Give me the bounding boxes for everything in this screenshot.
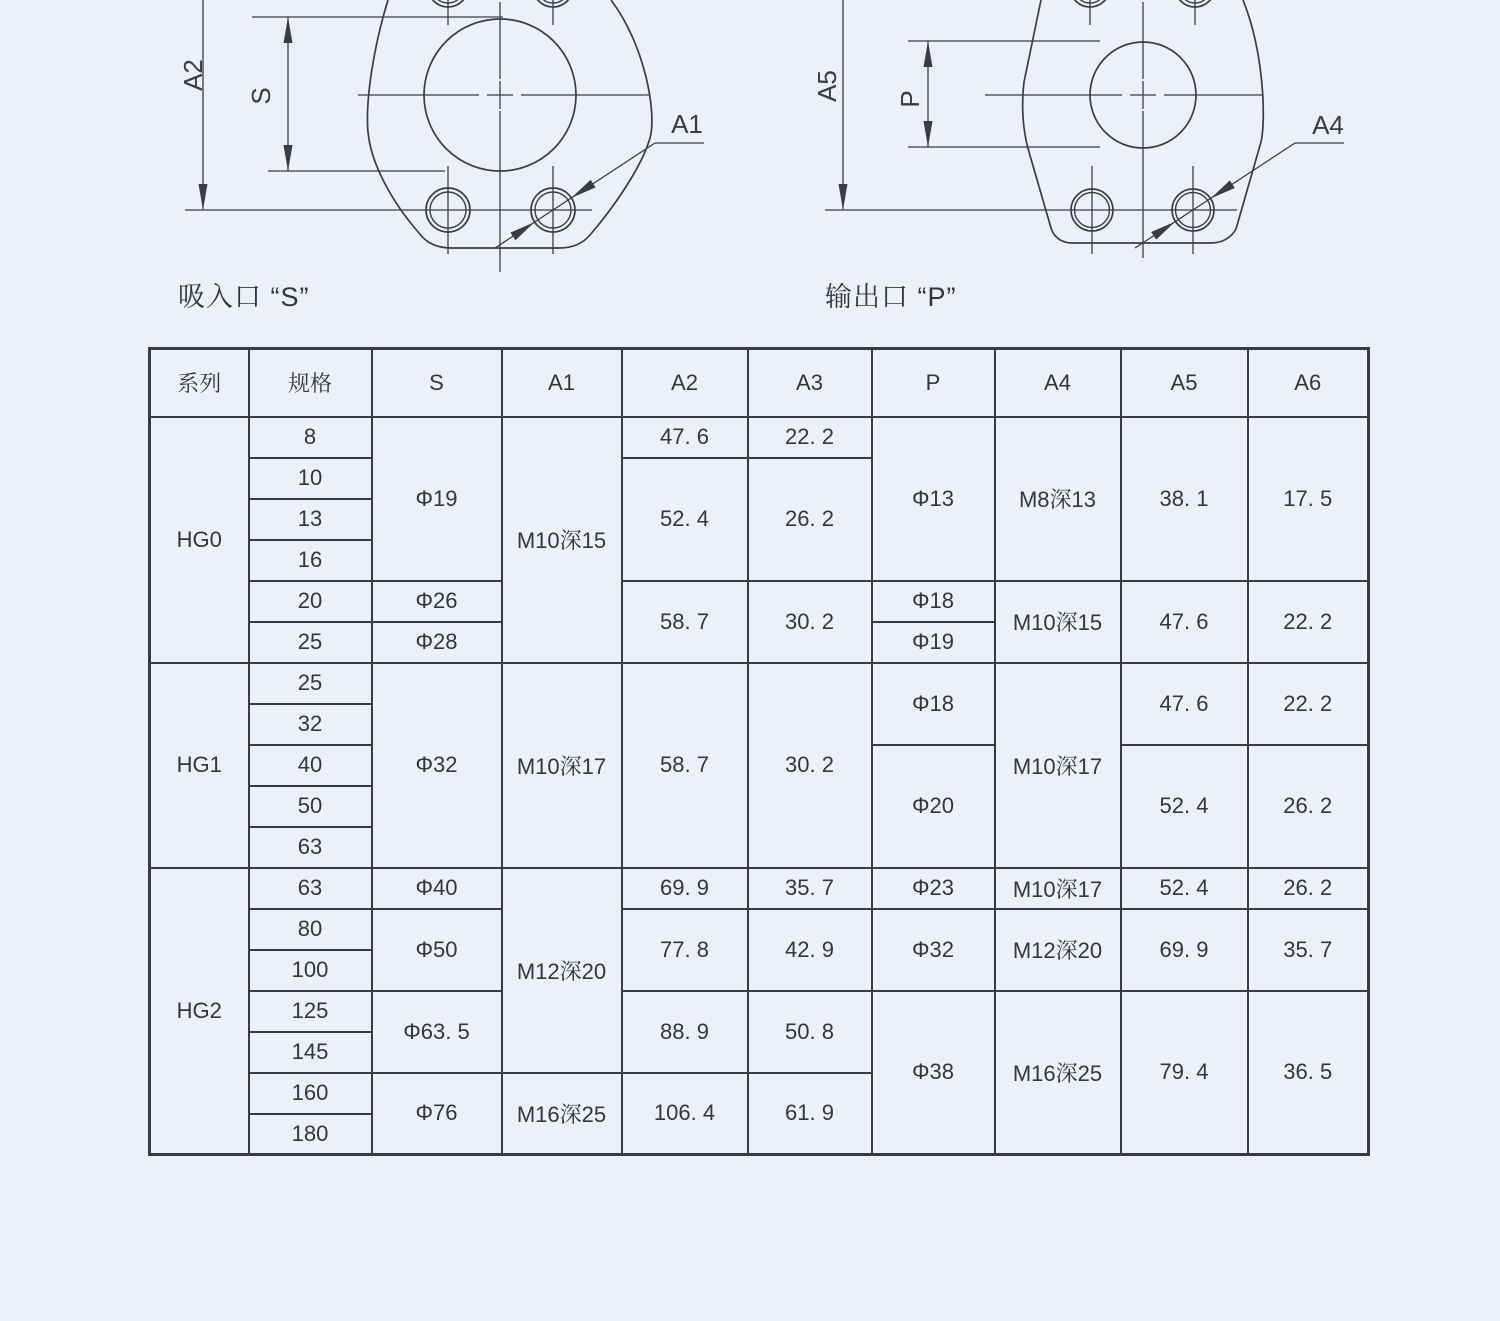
flange-outline <box>367 0 651 248</box>
table-cell: 25 <box>249 663 372 704</box>
output-flange-drawing <box>825 0 1344 258</box>
table-cell: 63 <box>249 868 372 909</box>
table-cell: M12深20 <box>995 909 1121 991</box>
table-cell: Φ63. 5 <box>372 991 502 1073</box>
table-cell: 52. 4 <box>1121 745 1248 868</box>
leader-a1 <box>495 143 704 248</box>
dimension-p <box>908 41 1100 147</box>
table-cell: 160 <box>249 1073 372 1114</box>
table-cell: 30. 2 <box>748 581 872 663</box>
leader-a4 <box>1135 143 1344 248</box>
table-cell: M10深15 <box>502 417 622 663</box>
arrowhead <box>1211 180 1235 198</box>
table-cell: Φ23 <box>872 868 995 909</box>
dim-label-a4: A4 <box>1312 110 1344 140</box>
output-port-caption: 输出口 “P” <box>825 282 957 312</box>
table-cell: Φ20 <box>872 745 995 868</box>
suction-flange-drawing <box>185 0 704 272</box>
table-cell: 22. 2 <box>1248 581 1369 663</box>
table-cell: M10深15 <box>995 581 1121 663</box>
dimension-table <box>148 347 1370 1156</box>
table-cell: Φ38 <box>872 991 995 1155</box>
table-cell: 26. 2 <box>1248 745 1369 868</box>
table-cell: 47. 6 <box>622 417 748 458</box>
dim-label-a2: A2 <box>178 59 208 91</box>
table-cell: 50 <box>249 786 372 827</box>
table-cell: 180 <box>249 1114 372 1155</box>
table-cell: 47. 6 <box>1121 581 1248 663</box>
dimension-a2 <box>199 0 208 210</box>
table-cell: 32 <box>249 704 372 745</box>
table-cell: Φ18 <box>872 663 995 745</box>
table-cell: 8 <box>249 417 372 458</box>
table-cell: HG2 <box>150 868 249 1155</box>
table-row <box>150 991 1369 1032</box>
table-cell: 16 <box>249 540 372 581</box>
table-cell: 30. 2 <box>748 663 872 868</box>
table-cell: 25 <box>249 622 372 663</box>
table-cell: Φ50 <box>372 909 502 991</box>
table-cell: M10深17 <box>995 868 1121 909</box>
column-header: S <box>372 349 502 417</box>
table-cell: 36. 5 <box>1248 991 1369 1155</box>
table-cell: 100 <box>249 950 372 991</box>
table-row <box>150 417 1369 458</box>
column-header: 系列 <box>150 349 249 417</box>
table-cell: M10深17 <box>502 663 622 868</box>
table-cell: Φ26 <box>372 581 502 622</box>
column-header: 规格 <box>249 349 372 417</box>
table-cell: 58. 7 <box>622 581 748 663</box>
table-cell: 17. 5 <box>1248 417 1369 581</box>
table-cell: 106. 4 <box>622 1073 748 1155</box>
arrowhead <box>510 222 534 240</box>
arrowhead <box>924 121 933 147</box>
table-cell: Φ19 <box>872 622 995 663</box>
table-cell: 125 <box>249 991 372 1032</box>
column-header: P <box>872 349 995 417</box>
table-header-row <box>150 349 1369 417</box>
table-cell: 20 <box>249 581 372 622</box>
table-cell: Φ32 <box>872 909 995 991</box>
suction-port-caption: 吸入口 “S” <box>178 282 310 312</box>
table-cell: 61. 9 <box>748 1073 872 1155</box>
table-cell: Φ28 <box>372 622 502 663</box>
table-cell: 35. 7 <box>1248 909 1369 991</box>
table-cell: 69. 9 <box>1121 909 1248 991</box>
table-cell: Φ32 <box>372 663 502 868</box>
column-header: A2 <box>622 349 748 417</box>
table-cell: Φ40 <box>372 868 502 909</box>
arrowhead <box>839 184 848 210</box>
table-cell: M16深25 <box>995 991 1121 1155</box>
dim-label-a1: A1 <box>671 109 703 139</box>
table-cell: 22. 2 <box>1248 663 1369 745</box>
dim-label-s: S <box>246 87 276 105</box>
arrowhead <box>571 180 595 198</box>
table-cell: 42. 9 <box>748 909 872 991</box>
table-cell: 69. 9 <box>622 868 748 909</box>
table-row <box>150 868 1369 909</box>
table-cell: 35. 7 <box>748 868 872 909</box>
table-cell: 47. 6 <box>1121 663 1248 745</box>
table-cell: M16深25 <box>502 1073 622 1155</box>
column-header: A6 <box>1248 349 1369 417</box>
arrowhead <box>924 41 933 67</box>
table-cell: 26. 2 <box>1248 868 1369 909</box>
table-cell: 88. 9 <box>622 991 748 1073</box>
dim-label-p: P <box>895 90 925 108</box>
table-row <box>150 663 1369 704</box>
table-cell: M8深13 <box>995 417 1121 581</box>
table-cell: 26. 2 <box>748 458 872 581</box>
arrowhead <box>284 17 293 43</box>
table-cell: 13 <box>249 499 372 540</box>
table-cell: M10深17 <box>995 663 1121 868</box>
table-cell: Φ76 <box>372 1073 502 1155</box>
table-cell: 80 <box>249 909 372 950</box>
table-cell: 77. 8 <box>622 909 748 991</box>
dim-label-a5: A5 <box>812 70 842 102</box>
table-cell: 40 <box>249 745 372 786</box>
table-cell: 52. 4 <box>1121 868 1248 909</box>
table-cell: 22. 2 <box>748 417 872 458</box>
table-cell: 38. 1 <box>1121 417 1248 581</box>
table-cell: 52. 4 <box>622 458 748 581</box>
table-cell: 63 <box>249 827 372 868</box>
table-cell: 10 <box>249 458 372 499</box>
table-cell: Φ13 <box>872 417 995 581</box>
table-cell: 50. 8 <box>748 991 872 1073</box>
table-cell: HG0 <box>150 417 249 663</box>
table-cell: 58. 7 <box>622 663 748 868</box>
dimension-table-container <box>148 347 1370 1156</box>
arrowhead <box>199 184 208 210</box>
arrowhead <box>1151 222 1175 240</box>
column-header: A1 <box>502 349 622 417</box>
table-cell: Φ18 <box>872 581 995 622</box>
table-cell: M12深20 <box>502 868 622 1073</box>
table-cell: 79. 4 <box>1121 991 1248 1155</box>
table-cell: 145 <box>249 1032 372 1073</box>
table-row <box>150 909 1369 950</box>
center-lines <box>358 2 650 272</box>
table-row <box>150 581 1369 622</box>
column-header: A3 <box>748 349 872 417</box>
column-header: A5 <box>1121 349 1248 417</box>
dimension-a5 <box>839 0 848 210</box>
column-header: A4 <box>995 349 1121 417</box>
arrowhead <box>284 145 293 171</box>
table-cell: Φ19 <box>372 417 502 581</box>
table-cell: HG1 <box>150 663 249 868</box>
